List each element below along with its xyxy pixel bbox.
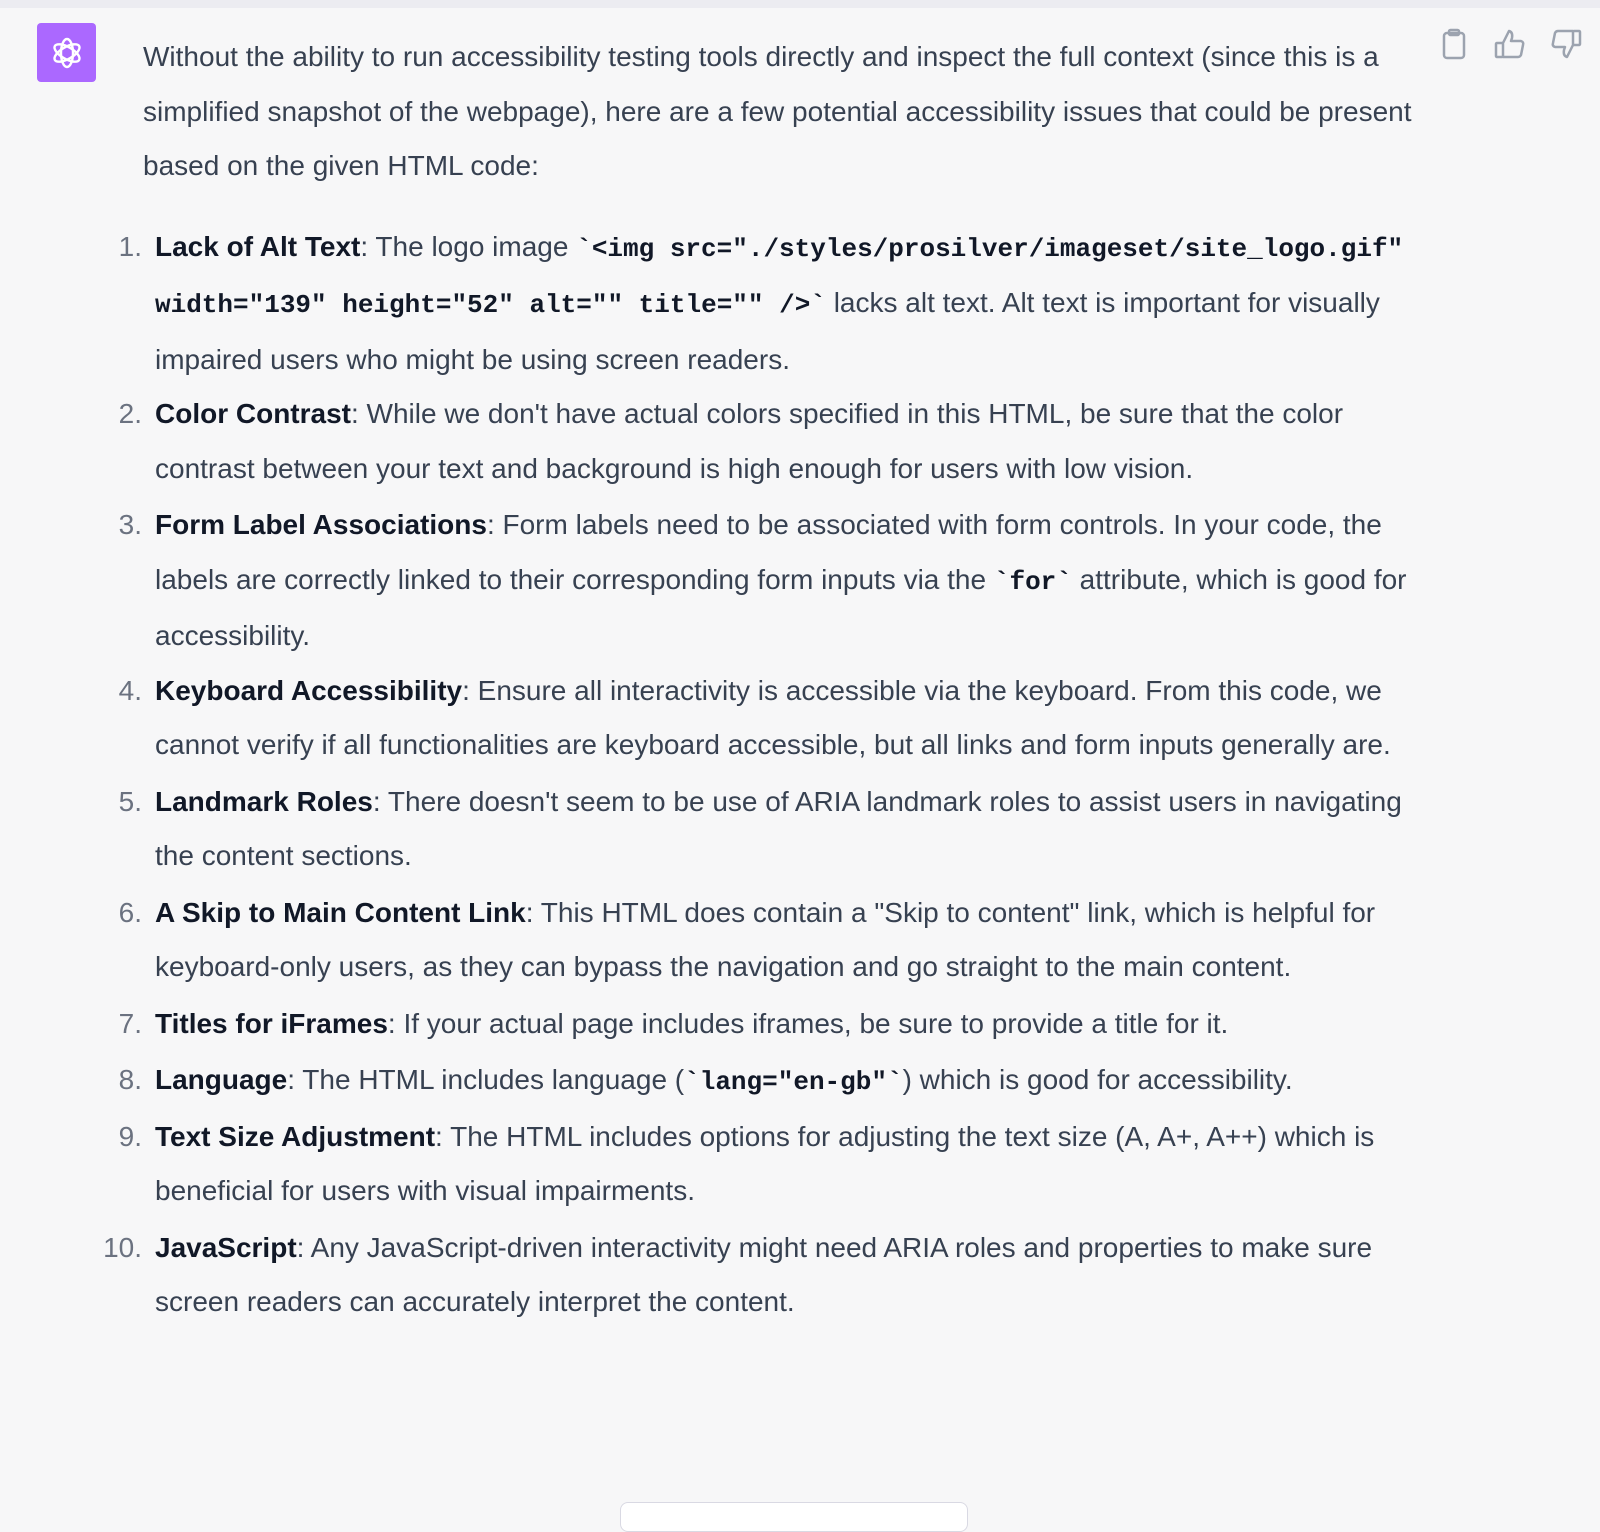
item-code: `<img src="./styles/prosilver/imageset/site_logo.gif" width="139" height="52" alt="" title="" />` — [155, 233, 1404, 320]
clipboard-icon[interactable] — [1438, 28, 1470, 62]
item-text: : This HTML does contain a "Skip to content" link, which is helpful for keyboard-only users, as they can bypass the navigation and go straight to the main content. — [155, 896, 1376, 982]
item-title: Landmark Roles — [155, 785, 373, 817]
item-text: : If your actual page includes iframes, be sure to provide a title for it. — [387, 1007, 1229, 1039]
intro-paragraph: Without the ability to run accessibility testing tools directly and inspect the full context (since this is a simplified snapshot of the webpage), here are a few potential accessibility issues that could be present based on the given HTML code: — [143, 41, 1412, 181]
item-number: 4. — [118, 674, 142, 706]
item-title: JavaScript — [155, 1231, 297, 1263]
list-item — [118, 664, 1413, 775]
thumbs-down-icon[interactable] — [1550, 28, 1582, 62]
item-title: Text Size Adjustment — [155, 1120, 436, 1152]
assistant-message — [103, 30, 1413, 1332]
item-text: : Ensure all interactivity is accessible via the keyboard. From this code, we cannot verify if all functionalities are keyboard accessible, but all links and form inputs generally are. — [155, 674, 1391, 760]
item-number: 5. — [118, 785, 142, 817]
item-text: : The HTML includes options for adjusting the text size (A, A+, A++) which is beneficial for users with visual impairments. — [155, 1120, 1375, 1206]
item-text-after: ) which is good for accessibility. — [902, 1064, 1293, 1095]
item-title: Form Label Associations — [155, 509, 487, 540]
item-text: : Form labels need to be associated with form controls. In your code, the labels are correctly linked to their corresponding form inputs via the — [155, 509, 1382, 595]
list-item — [118, 886, 1413, 997]
top-bar — [0, 0, 1600, 8]
item-title: Lack of Alt Text — [155, 230, 361, 262]
item-text: : There doesn't seem to be use of ARIA landmark roles to assist users in navigating the content sections. — [155, 785, 1402, 871]
thumbs-up-icon[interactable] — [1494, 28, 1526, 62]
item-text: : The logo image — [360, 230, 577, 262]
item-number: 1. — [118, 230, 142, 262]
item-text: : While we don't have actual colors specified in this HTML, be sure that the color contrast between your text and background is high enough for users with low vision. — [155, 398, 1344, 484]
list-item — [103, 1221, 1413, 1332]
regenerate-button[interactable] — [620, 1502, 968, 1532]
item-title: Titles for iFrames — [155, 1007, 388, 1039]
item-text-after: lacks alt text. Alt text is important for visually impaired users who might be using screen readers. — [155, 287, 1380, 375]
list-item — [118, 498, 1413, 664]
item-number: 3. — [118, 509, 142, 540]
item-number: 9. — [118, 1120, 142, 1152]
item-number: 8. — [118, 1064, 142, 1095]
message-actions — [1438, 28, 1582, 62]
item-title: Color Contrast — [155, 398, 351, 429]
item-code: `for` — [993, 566, 1072, 597]
item-text: : Any JavaScript-driven interactivity might need ARIA roles and properties to make sure screen readers can accurately interpret the content. — [155, 1231, 1373, 1317]
item-title: Keyboard Accessibility — [155, 674, 463, 706]
list-item — [118, 775, 1413, 886]
item-code: `lang="en-gb"` — [684, 1067, 903, 1097]
item-number: 6. — [118, 896, 142, 928]
list-item — [118, 387, 1413, 498]
item-number: 10. — [103, 1231, 142, 1263]
item-number: 7. — [118, 1007, 142, 1039]
list-item — [118, 1053, 1413, 1110]
item-number: 2. — [118, 398, 142, 429]
issues-list — [103, 220, 1413, 1332]
list-item — [118, 1110, 1413, 1221]
item-text: : The HTML includes language ( — [287, 1064, 685, 1095]
item-title: A Skip to Main Content Link — [155, 896, 526, 928]
list-item — [118, 220, 1413, 388]
list-item — [118, 997, 1413, 1054]
item-title: Language — [155, 1064, 288, 1095]
item-text-after: attribute, which is good for accessibility. — [155, 563, 1407, 651]
openai-logo-icon — [37, 23, 96, 82]
